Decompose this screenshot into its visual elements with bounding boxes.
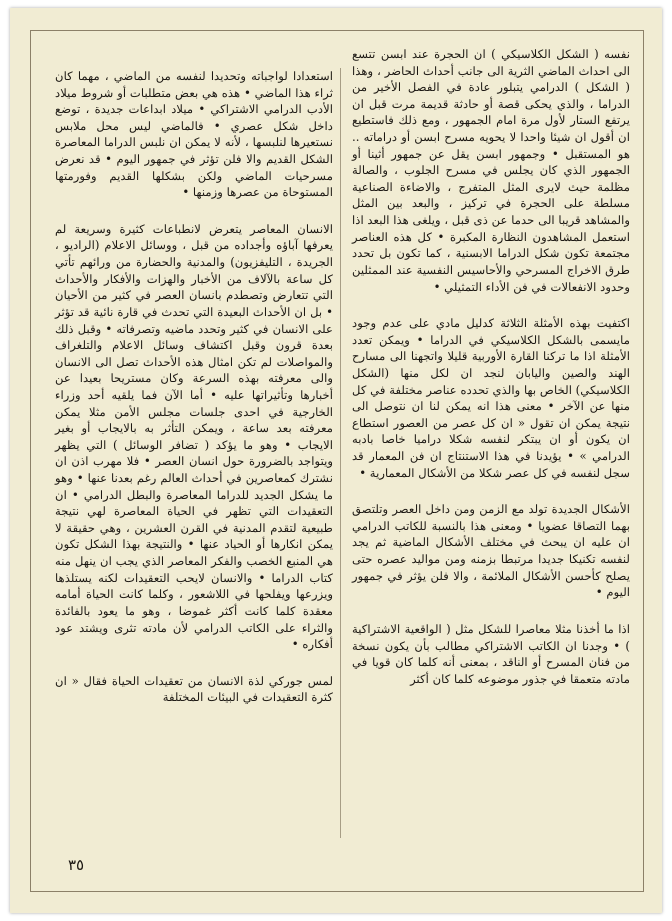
left-text-column: [55, 68, 333, 726]
paragraph: اكتفيت بهذه الأمثلة الثلاثة كدليل مادي على عدم وجود مايسمى بالشكل الكلاسيكي في الدراما • ويمكن تعدد الأمثلة اذا ما تركنا القارة الأوربية قليلا واتجهنا الى مسارح الهند والصين واليابان لنجد ان لكل منها (الشكل الكلاسيكي) الخاص بها والذي تحدده عناصر مختلفة في كل منها عن الآخر • معنى هذا انه يمكن لنا ان نتوصل الى نتيجة يمكن ان تقول « ان كل عصر من العصور استطاع ان يكون أو ان يبتكر لنفسه شكلا دراميا خاصا بادبه الدرامي » • يؤيدنا في هذا الاستنتاج ان فن المعمار قد سجل لنفسه في كل عصر شكلا من الأشكال المعمارية •: [352, 316, 630, 480]
paragraph: نفسه ( الشكل الكلاسيكي ) ان الحجرة عند ابسن تتسع الى احداث الماضي الثرية الى جانب أحداث الحاضر ، وهذا ( الشكل ) الدرامي يتبلور عادة في الفصل الأخير من الدراما ، والذي يحكى قصة أو حادثة قديمة مرت قبل ان يرتفع الستار لأول مرة امام الجمهور ، ومع ذلك فاستطيع ان أقول ان شيئا واحدا لا يحويه مسرح ابسن أو دراماته .. هو المستقبل • وجمهور ابسن يقل عن جمهور أثينا أو الجمهور الذي كان يجلس في مسرح الجلوب ، والصالة مظلمة حيث لايرى المثل المتفرج ، والاضاءة الصناعية مسلطة على الحجرة في تركيز ، والبعد بين المثل والمشاهد قريبا الى حدما عن ذى قبل ، ويلغى هذا البعد اذا استعمل المشاهدون النظارة المكبرة • كل هذه العناصر مجتمعة تكون شكل الدراما الابسنية ، كما تكون بل تحدد طرق الاخراج المسرحي والأحاسيس النفسية عند الممثلين وحدود الانفعالات في فن الأداء التمثيلي •: [352, 47, 630, 294]
paragraph: اذا ما أخذنا مثلا معاصرا للشكل مثل ( الواقعية الاشتراكية ) • وجدنا ان الكاتب الاشتراكي مطالب بأن يكون نسخة من فنان المسرح أو الناقد ، بمعنى أنه كلما كان قويا في مادته متعمقا في جذور موضوعه كلما كان أكثر: [352, 621, 630, 686]
scanned-page: [10, 8, 662, 913]
paragraph: الأشكال الجديدة تولد مع الزمن ومن داخل العصر وتلتصق بهما التصاقا عضويا • ومعنى هذا بالنسبة للكاتب الدرامي ان عليه ان يبحث في مختلف الأشكال الماضية ثم يجد لنفسه تكنيكا جديدا مرتبطا بزمنه ومن مواليد عصره حتى يصلح كأحسن الأشكال الملائمة ، والا فلن يؤثر في جمهور اليوم •: [352, 502, 630, 600]
paragraph: استعدادا لواجباته وتحديدا لنفسه من الماضي ، مهما كان ثراء هذا الماضي • هذه هي بعض متطلبات أو شروط ميلاد الأدب الدرامي الاشتراكي • ميلاد ابداعات جديدة ، توضع داخل شكل عصري • فالماضي ليس محل ملابس نستعيرها لنلبسها ، لأنه لا يمكن ان نلبس الدراما المعاصرة الشكل القديم والا فلن تؤثر في جمهور اليوم • قد نعرض مسرحيات الماضي ولكن بشكلها القديم وفورمتها المستوحاة من عصرها وزمنها •: [55, 69, 333, 200]
page-number: ٣٥: [68, 856, 85, 874]
paragraph: لمس جوركي لذة الانسان من تعقيدات الحياة فقال « ان كثرة التعقيدات في البيئات المختلفة: [55, 673, 333, 705]
right-text-column: [352, 46, 630, 707]
paragraph: الانسان المعاصر يتعرض لانطباعات كثيرة وسريعة لم يعرفها آباؤه وأجداده من قبل ، ووسائل الاعلام (الراديو ، الجريدة ، التليفزيون) والمدنية والحضارة من ورائهم تأتي كل ساعة بالآلاف من الأخبار والهزات والأفكار والأحداث التي تتعارض وتصطدم بانسان العصر في كثير من الأحيان • بل ان الأحداث البعيدة التي تحدث في قارة نائية قد تؤثر على الانسان في كثير وتحدد ماضيه وتصرفاته • وقبل ذلك بعدة قرون وقبل اكتشاف وسائل الاعلام والتلغراف والمواصلات لم تكن امثال هذه الأحداث تصل الى الانسان والى معرفته بهذه السرعة وكان مستريحا بعيدا عن أخبارها وتأثيراتها عليه • أما الآن فما يلقيه أحد وزراء الخارجية في احدى جلسات مجلس الأمن مثلا يمكن معرفته بعد ساعة ، ويمكن التأثر به بالايجاب أو بغير الايجاب • وهو ما يؤكد ( تضافر الوسائل ) التي يظهر ويتواجد بالضرورة حول انسان العصر • فلا مهرب اذن ان نشترك كمعاصرين في أحداث العالم رغم بعدنا عنها • وهو ما يشكل الجديد للدراما المعاصرة والبطل الدرامي • ان التعقيدات التي تظهر في الحياة المعاصرة لهي نتيجة طبيعية لتقدم المدنية في القرن العشرين ، وهي حقيقة لا يمكن انكارها أو الحياد عنها • والنتيجة بهذا الشكل تكون هي المنبع الخصب والفكر المعاصر الذي يجب ان ينهل منه كتاب الدراما • والانسان لايحب التعقيدات لكنه يستلذها ويزرعها ويفلحها في اللاشعور ، وكلما كانت الحياة أمامه معقدة كلما كانت أكثر غموضا ، وهو ما يعود بالفائدة والثراء على الكاتب الدرامي لأن مادته تثرى ويشتد عود أفكاره •: [55, 221, 333, 652]
column-divider: [340, 68, 341, 838]
